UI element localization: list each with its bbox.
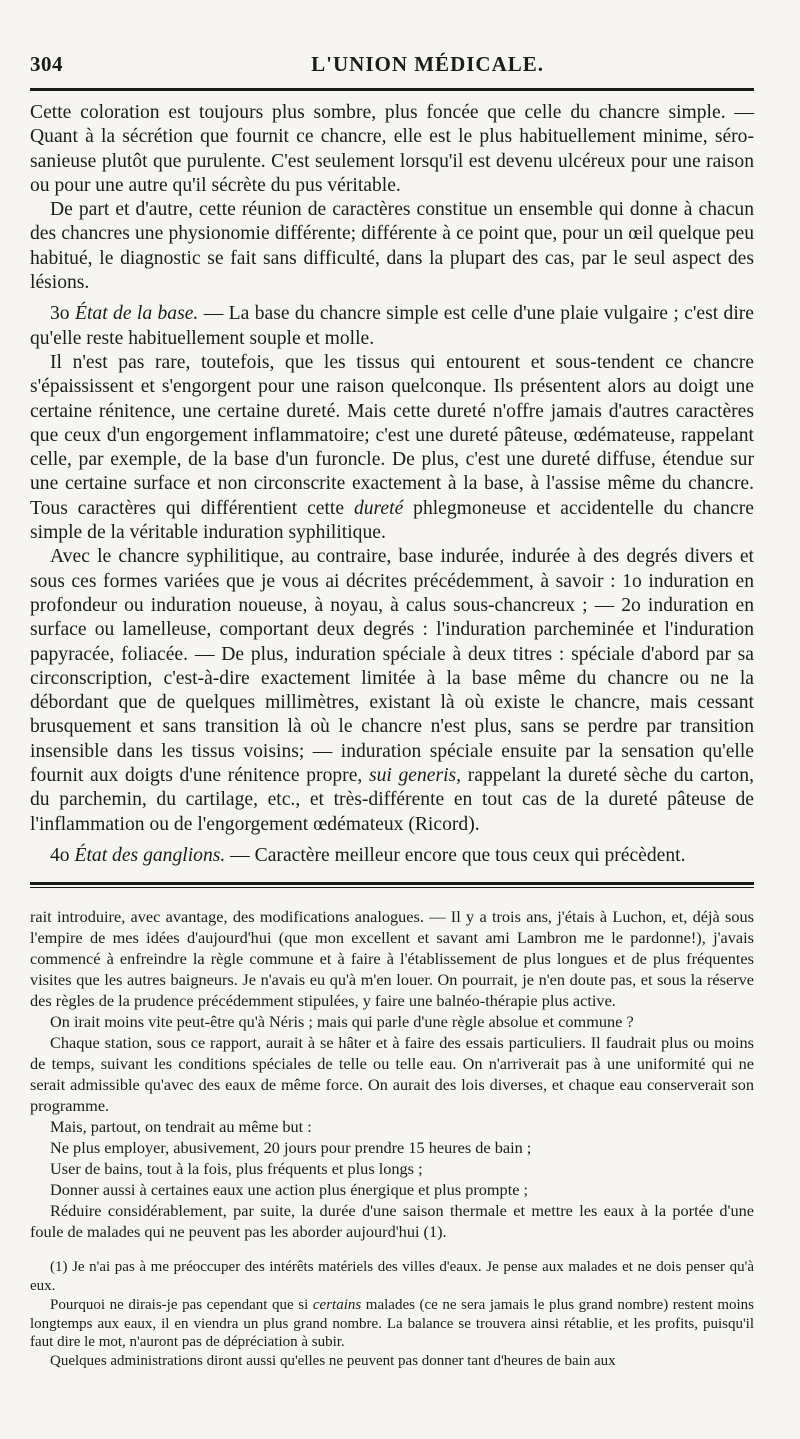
page-number: 304: [30, 52, 63, 76]
list-item: User de bains, tout à la fois, plus fréquents et plus longs ;: [50, 1159, 423, 1179]
section-heading: État de la base.: [74, 303, 199, 325]
paragraph: Mais, partout, on tendrait au même but :: [50, 1117, 312, 1137]
section-3: [30, 302, 754, 351]
list-item: Réduire considérablement, par suite, la durée d'une saison thermale et mettre les eaux à la portée d'une foule de malades qui ne peuvent pas les aborder aujourd'hui (1).: [30, 1201, 754, 1242]
section-number: 3o: [50, 303, 70, 325]
paragraph: Chaque station, sous ce rapport, aurait à se hâter et à faire des essais particuliers. Il faudrait plus ou moins de temps, suivant les conditions spéciales de telle ou telle eau. On n'arriverait pas à une uniformité qui ne serait admissible qu'avec des eaux de même force. On aurait des lois diverses, et chaque eau conserverait son programme.: [30, 1033, 754, 1116]
main-text: [30, 101, 754, 868]
section-text: — La base du chancre simple est celle d'une plaie vulgaire ; c'est dire qu'elle reste habituellement souple et molle.: [30, 303, 754, 349]
paragraph: On irait moins vite peut-être qu'à Néris ; mais qui parle d'une règle absolue et commune ?: [50, 1012, 634, 1032]
continued-feuilleton: [30, 906, 754, 1242]
paragraph: De part et d'autre, cette réunion de caractères constitue un ensemble qui donne à chacun des chancres une physionomie différente; différente à ce point que, pour un œil quelque peu habitué, le diagnostic se fait sans difficulté, dans la plupart des cas, par le seul aspect des lésions.: [30, 199, 754, 294]
section-4: [30, 844, 754, 868]
page-header: [30, 52, 754, 82]
footnotes: [30, 1258, 754, 1371]
footnote: Pourquoi ne dirais-je pas cependant que si certains malades (ce ne sera jamais le plus grand nombre) restent moins longtemps aux eaux, il en viendra un plus grand nombre. La balance se trouvera ainsi rétablie, et les profits, puisqu'il faut dire le mot, n'auront pas de dépréciation à subir.: [30, 1296, 755, 1351]
list-item: Ne plus employer, abusivement, 20 jours pour prendre 15 heures de bain ;: [50, 1138, 532, 1158]
paragraph: Il n'est pas rare, toutefois, que les tissus qui entourent et sous-tendent ce chancre s'épaississent et s'engorgent pour une raison quelconque. Ils présentent alors au doigt une certaine rénitence, une certaine dureté. Mais cette dureté n'offre jamais d'autres caractères que ceux d'un engorgement inflammatoire; c'est une dureté pâteuse, œdémateuse, rappelant celle, par exemple, de la base d'un furoncle. De plus, c'est une dureté diffuse, étendue sur une certaine surface et non circonscrite exactement à la base, à l'assise même du chancre. Tous caractères qui différentient cette dureté phlegmoneuse et accidentelle du chancre simple de la véritable induration syphilitique.: [30, 351, 754, 544]
paragraph: Cette coloration est toujours plus sombre, plus foncée que celle du chancre simple. — Quant à la sécrétion que fournit ce chancre, elle est le plus habituellement minime, séro-sanieuse plutôt que purulente. C'est seulement lorsqu'il est devenu ulcéreux pour une raison ou pour une autre qu'il sécrète du pus véritable.: [30, 102, 754, 196]
list-item: Donner aussi à certaines eaux une action plus énergique et plus prompte ;: [50, 1180, 529, 1200]
section-number: 4o: [50, 844, 70, 866]
header-rule: [30, 88, 754, 91]
paragraph: rait introduire, avec avantage, des modifications analogues. — Il y a trois ans, j'étais à Luchon, et, déjà sous l'empire de mes idées d'aujourd'hui (que mon excellent et savant ami Lambron me le pardonne!), j'avais commencé à enfreindre la règle commune et à faire à l'établissement de plus longues et de plus fréquentes visites que les autres baigneurs. Je n'avais eu qu'à m'en louer. On pourrait, je n'en doute pas, et sous la réserve des règles de la prudence précédemment stipulées, y faire une balnéo-thérapie plus active.: [30, 907, 754, 1011]
section-heading: État des ganglions.: [74, 844, 226, 866]
paragraph: Avec le chancre syphilitique, au contraire, base indurée, indurée à des degrés divers et sous ces formes variées que je vous ai décrites précédemment, à savoir : 1o induration en profondeur ou induration noueuse, à noyau, à calus sous-chancreux ; — 2o induration en surface ou lamelleuse, comportant deux degrés : l'induration parcheminée et l'induration papyracée, foliacée. — De plus, induration spéciale à deux titres : spéciale d'abord par sa circonscription, c'est-à-dire exactement limitée à la base même du chancre ou ne la débordant que de quelques millimètres, existant là où existe le chancre, mais cessant brusquement et sans transition là où le chancre n'est plus, sans se perdre par transition insensible dans les tissus voisins; — induration spéciale ensuite par la sensation qu'elle fournit aux doigts d'une rénitence propre, sui generis, rappelant la dureté sèche du carton, du parchemin, du cartilage, etc., et très-différente en tout cas de la dureté pâteuse de l'inflammation ou de l'engorgement œdémateux (Ricord).: [30, 546, 754, 835]
footnote: (1) Je n'ai pas à me préoccuper des intérêts matériels des villes d'eaux. Je pense aux malades et ne dois penser qu'à eux.: [30, 1259, 754, 1294]
section-text: — Caractère meilleur encore que tous ceux qui précèdent.: [225, 844, 686, 866]
running-title: L'UNION MÉDICALE.: [311, 52, 544, 76]
section-divider: [30, 882, 754, 888]
footnote: Quelques administrations diront aussi qu'elles ne peuvent pas donner tant d'heures de bain aux: [50, 1353, 616, 1370]
